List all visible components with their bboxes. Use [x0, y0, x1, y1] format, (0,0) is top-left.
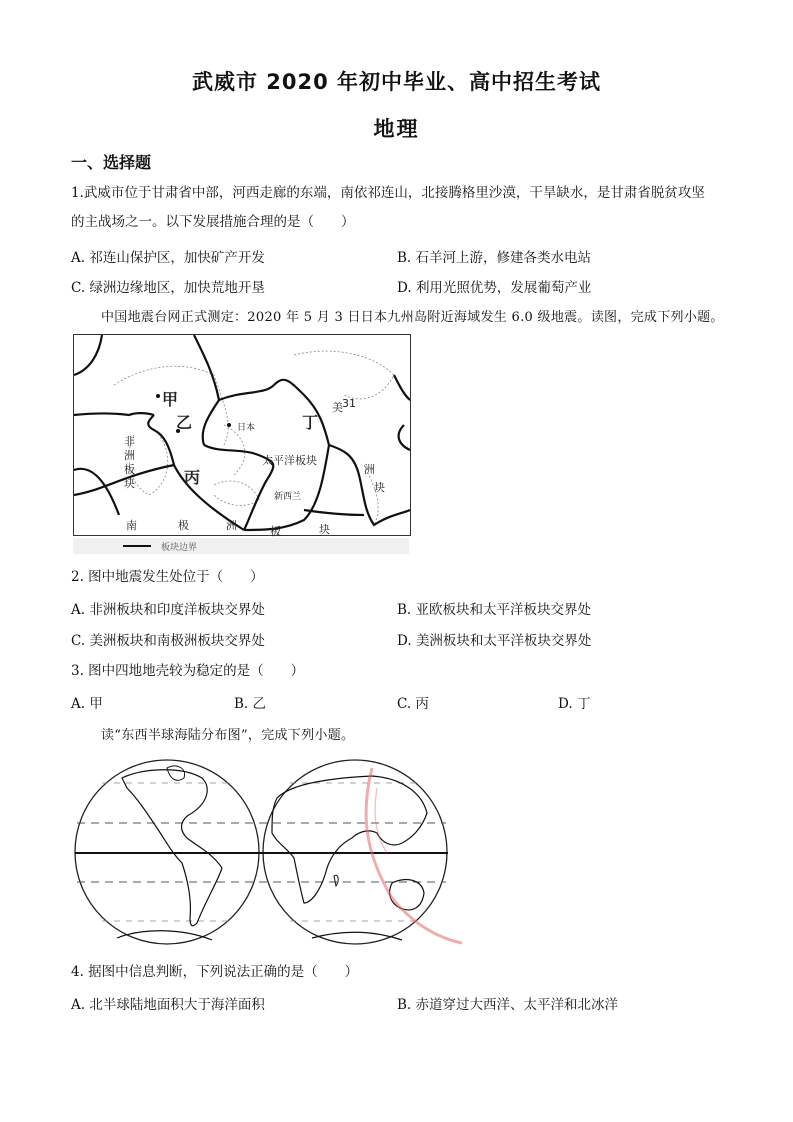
- option-label: A.: [71, 696, 86, 712]
- label-yi: 乙: [176, 413, 193, 432]
- option-text: 美洲板块和南极洲板块交界处: [89, 633, 265, 649]
- q1-option-d[interactable]: [397, 276, 591, 296]
- label-antarctic-3: 洲: [226, 519, 237, 532]
- option-label: B.: [234, 696, 249, 712]
- label-pacific-plate: 太平洋板块: [262, 454, 317, 467]
- earthquake-intro: 中国地震台网正式测定：2020 年 5 月 3 日日本九州岛附近海域发生 6.0 级地震。读图，完成下列小题。: [101, 310, 724, 325]
- q1-option-a[interactable]: [71, 246, 265, 266]
- section-title: 一、选择题: [71, 153, 152, 172]
- q4-stem: 4. 据图中信息判断，下列说法正确的是（ ）: [71, 964, 359, 980]
- label-jia: 甲: [162, 390, 179, 409]
- q3-option-d[interactable]: [558, 692, 590, 712]
- option-text: 美洲板块和太平洋板块交界处: [415, 633, 592, 649]
- char: 板: [124, 463, 135, 476]
- hemisphere-intro: 读“东西半球海陆分布图”，完成下列小题。: [101, 728, 355, 743]
- q2-option-c[interactable]: [71, 629, 265, 649]
- option-text: 北半球陆地面积大于海洋面积: [89, 997, 265, 1013]
- option-label: A.: [71, 602, 86, 618]
- option-label: C.: [71, 633, 86, 649]
- label-antarctic-5: 块: [319, 523, 330, 536]
- char: 非: [124, 435, 135, 448]
- q3-stem: 3. 图中四地地壳较为稳定的是（ ）: [71, 663, 305, 679]
- label-america-1: 美: [332, 401, 343, 414]
- label-new-zealand: 新西兰: [274, 492, 302, 502]
- q1-stem-line2: 的主战场之一。以下发展措施合理的是（ ）: [71, 214, 355, 230]
- option-text: 绿洲边缘地区，加快荒地开垦: [89, 280, 265, 296]
- hemisphere-map: [72, 758, 462, 948]
- q2-stem: 2. 图中地震发生处位于（ ）: [71, 569, 264, 585]
- char: 块: [124, 477, 135, 490]
- q2-option-a[interactable]: [71, 598, 265, 618]
- q1-option-b[interactable]: [397, 246, 591, 266]
- option-label: C.: [397, 696, 412, 712]
- option-label: D.: [397, 633, 412, 649]
- map-legend: [73, 538, 409, 554]
- option-text: 丁: [576, 696, 591, 712]
- option-text: 亚欧板块和太平洋板块交界处: [415, 602, 592, 618]
- exam-subject: 地理: [373, 117, 420, 141]
- option-label: A.: [71, 250, 86, 266]
- label-31: 31: [342, 397, 356, 410]
- option-label: A.: [71, 997, 86, 1013]
- option-label: D.: [558, 696, 573, 712]
- option-text: 祁连山保护区，加快矿产开发: [89, 250, 265, 266]
- legend-line-icon: [123, 545, 151, 547]
- q3-option-b[interactable]: [234, 692, 266, 712]
- hemisphere-map-graphic: [72, 758, 462, 948]
- legend-text: 板块边界: [161, 543, 198, 553]
- label-antarctic-4: 板: [270, 525, 281, 538]
- label-antarctic-2: 极: [178, 519, 189, 532]
- q2-option-b[interactable]: [397, 598, 591, 618]
- q2-option-d[interactable]: [397, 629, 591, 649]
- option-text: 利用光照优势，发展葡萄产业: [415, 280, 592, 296]
- option-text: 石羊河上游，修建各类水电站: [415, 250, 592, 266]
- label-antarctic-1: 南: [126, 519, 137, 532]
- option-label: B.: [397, 997, 412, 1013]
- q3-option-c[interactable]: [397, 692, 429, 712]
- q1-stem-line1: 1.武威市位于甘肃省中部，河西走廊的东端，南依祁连山，北接腾格里沙漠，干旱缺水，是甘肃省脱贫攻坚: [71, 185, 705, 201]
- option-text: 非洲板块和印度洋板块交界处: [89, 602, 265, 618]
- label-america-2: 洲: [364, 463, 375, 476]
- q1-option-c[interactable]: [71, 276, 265, 296]
- label-japan: 日本: [237, 423, 256, 433]
- option-text: 甲: [89, 696, 103, 712]
- option-label: B.: [397, 250, 412, 266]
- char: 洲: [124, 449, 135, 462]
- q4-option-b[interactable]: [397, 993, 618, 1013]
- option-text: 乙: [252, 696, 267, 712]
- option-text: 赤道穿过大西洋、太平洋和北冰洋: [415, 997, 619, 1013]
- label-america-4: 块: [374, 481, 385, 494]
- plate-boundary-map: [73, 334, 411, 536]
- label-ding: 丁: [302, 413, 319, 432]
- label-bing: 丙: [184, 468, 201, 487]
- option-label: D.: [397, 280, 412, 296]
- exam-title: 武威市 2020 年初中毕业、高中招生考试: [191, 70, 602, 94]
- label-africa-plate: [124, 435, 136, 491]
- q3-option-a[interactable]: [71, 692, 103, 712]
- q4-option-a[interactable]: [71, 993, 265, 1013]
- option-label: B.: [397, 602, 412, 618]
- option-label: C.: [71, 280, 86, 296]
- option-text: 丙: [415, 696, 429, 712]
